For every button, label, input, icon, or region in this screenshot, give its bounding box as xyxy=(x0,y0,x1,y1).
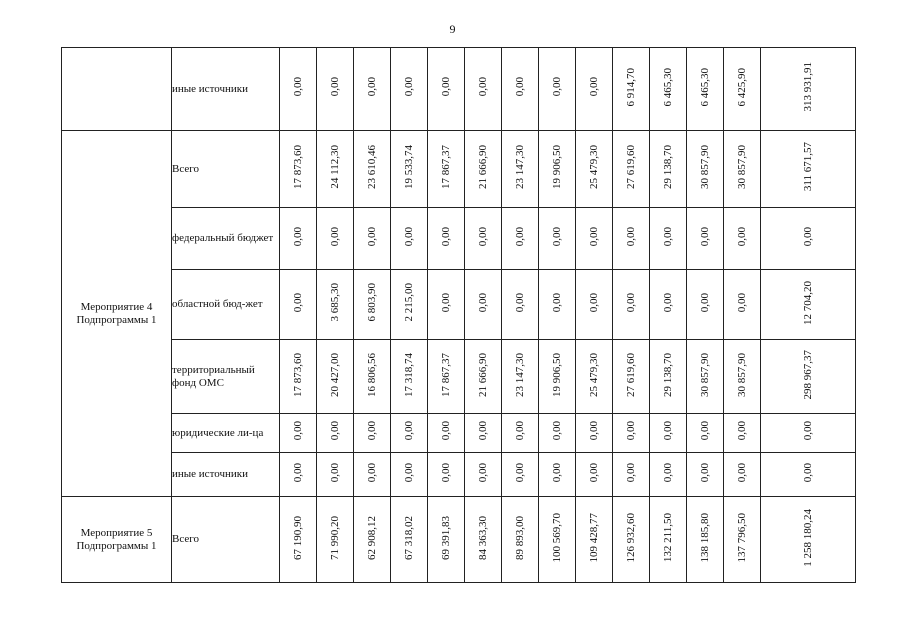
value-cell: 0,00 xyxy=(428,208,465,270)
value-cell: 0,00 xyxy=(465,270,502,340)
value-cell: 0,00 xyxy=(650,453,687,497)
event-cell: Мероприятие 4 Подпрограммы 1 xyxy=(62,131,172,497)
value-cell: 0,00 xyxy=(724,414,761,453)
value-cell: 0,00 xyxy=(391,453,428,497)
value-cell: 67 318,02 xyxy=(391,497,428,583)
value-cell: 6 425,90 xyxy=(724,48,761,131)
value-cell: 29 138,70 xyxy=(650,131,687,208)
value-cell: 23 147,30 xyxy=(502,340,539,414)
source-cell: Всего xyxy=(172,131,280,208)
value-cell: 0,00 xyxy=(428,270,465,340)
value-cell: 0,00 xyxy=(502,453,539,497)
value-cell: 27 619,60 xyxy=(613,131,650,208)
value-cell: 0,00 xyxy=(354,48,391,131)
source-cell: областной бюд-жет xyxy=(172,270,280,340)
value-cell: 0,00 xyxy=(391,414,428,453)
value-cell: 84 363,30 xyxy=(465,497,502,583)
value-cell: 19 906,50 xyxy=(539,131,576,208)
total-cell: 313 931,91 xyxy=(761,48,856,131)
value-cell: 0,00 xyxy=(576,414,613,453)
value-cell: 0,00 xyxy=(539,414,576,453)
value-cell: 6 914,70 xyxy=(613,48,650,131)
value-cell: 0,00 xyxy=(502,208,539,270)
value-cell: 29 138,70 xyxy=(650,340,687,414)
value-cell: 0,00 xyxy=(428,414,465,453)
value-cell: 0,00 xyxy=(650,270,687,340)
value-cell: 0,00 xyxy=(354,453,391,497)
value-cell: 6 465,30 xyxy=(687,48,724,131)
table-row xyxy=(62,131,856,208)
value-cell: 17 873,60 xyxy=(280,131,317,208)
value-cell: 0,00 xyxy=(613,208,650,270)
value-cell: 0,00 xyxy=(687,270,724,340)
value-cell: 0,00 xyxy=(576,208,613,270)
value-cell: 0,00 xyxy=(576,453,613,497)
value-cell: 89 893,00 xyxy=(502,497,539,583)
value-cell: 17 867,37 xyxy=(428,340,465,414)
table-row xyxy=(62,340,856,414)
total-cell: 311 671,57 xyxy=(761,131,856,208)
value-cell: 0,00 xyxy=(539,270,576,340)
value-cell: 25 479,30 xyxy=(576,340,613,414)
table-row xyxy=(62,48,856,131)
value-cell: 21 666,90 xyxy=(465,340,502,414)
value-cell: 109 428,77 xyxy=(576,497,613,583)
value-cell: 20 427,00 xyxy=(317,340,354,414)
value-cell: 0,00 xyxy=(576,270,613,340)
value-cell: 0,00 xyxy=(502,48,539,131)
value-cell: 17 318,74 xyxy=(391,340,428,414)
value-cell: 30 857,90 xyxy=(687,131,724,208)
value-cell: 23 610,46 xyxy=(354,131,391,208)
value-cell: 0,00 xyxy=(317,414,354,453)
value-cell: 0,00 xyxy=(317,208,354,270)
value-cell: 24 112,30 xyxy=(317,131,354,208)
event-cell xyxy=(62,48,172,131)
value-cell: 0,00 xyxy=(724,208,761,270)
value-cell: 0,00 xyxy=(280,208,317,270)
source-cell: Всего xyxy=(172,497,280,583)
value-cell: 0,00 xyxy=(317,453,354,497)
value-cell: 25 479,30 xyxy=(576,131,613,208)
value-cell: 0,00 xyxy=(687,208,724,270)
total-cell: 298 967,37 xyxy=(761,340,856,414)
value-cell: 17 867,37 xyxy=(428,131,465,208)
value-cell: 0,00 xyxy=(502,414,539,453)
total-cell: 0,00 xyxy=(761,208,856,270)
value-cell: 30 857,90 xyxy=(724,340,761,414)
financing-table xyxy=(61,47,856,583)
value-cell: 0,00 xyxy=(539,48,576,131)
event-cell: Мероприятие 5 Подпрограммы 1 xyxy=(62,497,172,583)
table-row xyxy=(62,414,856,453)
value-cell: 2 215,00 xyxy=(391,270,428,340)
table-row xyxy=(62,497,856,583)
value-cell: 0,00 xyxy=(687,453,724,497)
value-cell: 62 908,12 xyxy=(354,497,391,583)
total-cell: 0,00 xyxy=(761,414,856,453)
total-cell: 0,00 xyxy=(761,453,856,497)
table-row xyxy=(62,208,856,270)
value-cell: 0,00 xyxy=(724,270,761,340)
value-cell: 6 803,90 xyxy=(354,270,391,340)
value-cell: 0,00 xyxy=(613,453,650,497)
value-cell: 0,00 xyxy=(280,414,317,453)
value-cell: 0,00 xyxy=(391,48,428,131)
value-cell: 0,00 xyxy=(428,48,465,131)
value-cell: 0,00 xyxy=(465,48,502,131)
value-cell: 0,00 xyxy=(613,270,650,340)
table-row xyxy=(62,270,856,340)
value-cell: 69 391,83 xyxy=(428,497,465,583)
value-cell: 3 685,30 xyxy=(317,270,354,340)
value-cell: 132 211,50 xyxy=(650,497,687,583)
source-cell: юридические ли-ца xyxy=(172,414,280,453)
value-cell: 0,00 xyxy=(539,208,576,270)
value-cell: 30 857,90 xyxy=(724,131,761,208)
value-cell: 0,00 xyxy=(428,453,465,497)
value-cell: 23 147,30 xyxy=(502,131,539,208)
value-cell: 137 796,50 xyxy=(724,497,761,583)
value-cell: 0,00 xyxy=(613,414,650,453)
value-cell: 67 190,90 xyxy=(280,497,317,583)
value-cell: 0,00 xyxy=(687,414,724,453)
value-cell: 100 569,70 xyxy=(539,497,576,583)
value-cell: 0,00 xyxy=(465,453,502,497)
value-cell: 126 932,60 xyxy=(613,497,650,583)
value-cell: 0,00 xyxy=(465,208,502,270)
value-cell: 27 619,60 xyxy=(613,340,650,414)
value-cell: 138 185,80 xyxy=(687,497,724,583)
value-cell: 0,00 xyxy=(280,270,317,340)
value-cell: 0,00 xyxy=(650,208,687,270)
value-cell: 0,00 xyxy=(576,48,613,131)
source-cell: иные источники xyxy=(172,48,280,131)
value-cell: 0,00 xyxy=(354,208,391,270)
value-cell: 21 666,90 xyxy=(465,131,502,208)
value-cell: 17 873,60 xyxy=(280,340,317,414)
value-cell: 19 533,74 xyxy=(391,131,428,208)
source-cell: территориальный фонд ОМС xyxy=(172,340,280,414)
value-cell: 0,00 xyxy=(280,48,317,131)
value-cell: 0,00 xyxy=(724,453,761,497)
value-cell: 6 465,30 xyxy=(650,48,687,131)
value-cell: 30 857,90 xyxy=(687,340,724,414)
value-cell: 0,00 xyxy=(465,414,502,453)
value-cell: 71 990,20 xyxy=(317,497,354,583)
table-row xyxy=(62,453,856,497)
page-number: 9 xyxy=(449,22,456,36)
value-cell: 0,00 xyxy=(650,414,687,453)
source-cell: федеральный бюджет xyxy=(172,208,280,270)
value-cell: 0,00 xyxy=(391,208,428,270)
value-cell: 0,00 xyxy=(317,48,354,131)
value-cell: 19 906,50 xyxy=(539,340,576,414)
value-cell: 0,00 xyxy=(502,270,539,340)
source-cell: иные источники xyxy=(172,453,280,497)
total-cell: 1 258 180,24 xyxy=(761,497,856,583)
total-cell: 12 704,20 xyxy=(761,270,856,340)
value-cell: 0,00 xyxy=(280,453,317,497)
value-cell: 16 806,56 xyxy=(354,340,391,414)
value-cell: 0,00 xyxy=(539,453,576,497)
value-cell: 0,00 xyxy=(354,414,391,453)
